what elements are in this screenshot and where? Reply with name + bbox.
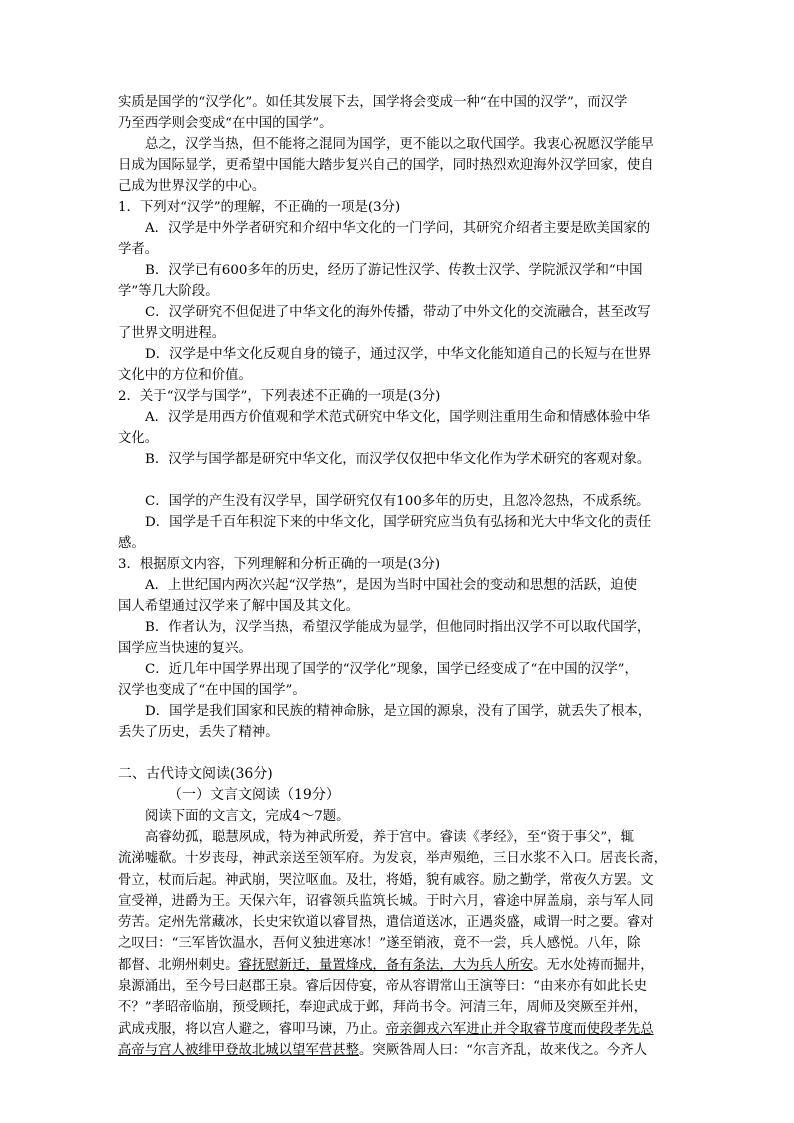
passage-line: 乃至西学则会变成“在中国的国学”。 [118,116,333,131]
subsection-title: （一）文言文阅读（19分） [168,787,340,803]
question-2-stem: 2．关于“汉学与国学”，下列表述不正确的一项是(3分) [118,389,441,404]
q3-option-b-cont: 国学应当快速的复兴。 [118,641,252,656]
classical-text-line [118,1040,678,1061]
text-span: 武成戎服，将以宫人避之，睿叩马谏，乃止。 [118,1021,386,1037]
passage-line: 总之，汉学当热，但不能将之混同为国学，更不能以之取代国学。我衷心祝愿汉学能早 [145,137,654,152]
passage-line: 日成为国际显学，更希望中国能大踏步复兴自己的国学，同时热烈欢迎海外汉学回家，使自 [118,158,654,173]
classical-text-line [118,955,678,976]
q1-option-b-cont: 学”等几大阶段。 [118,284,219,299]
classical-text-line: 流涕嘘欷。十岁丧母，神武亲送至领军府。为发哀，举声殒绝，三日水浆不入口。居丧长斋， [118,851,668,867]
q1-option-d-cont: 文化中的方位和价值。 [118,368,252,383]
underlined-sentence: 睿抚慰新迁，量置烽戍，备有条法，大为兵人所安 [238,957,534,973]
reading-instruction: 阅读下面的文言文，完成4～7题。 [145,809,350,824]
q1-option-c: C．汉学研究不但促进了中华文化的海外传播，带动了中外文化的交流融合，甚至改写 [145,305,651,320]
q1-option-a-cont: 学者。 [118,242,159,257]
q2-option-d-cont: 感。 [118,536,145,551]
q3-option-d: D．国学是我们国家和民族的精神命脉，是立国的源泉，没有了国学，就丢失了根本， [145,704,652,719]
passage-line: 实质是国学的“汉学化”。如任其发展下去，国学将会变成一种“在中国的汉学”，而汉学 [118,95,628,110]
passage-line: 己成为世界汉学的中心。 [118,179,266,194]
underlined-sentence: 高帝与宫人被绯甲登故北城以望军营甚整 [118,1042,360,1058]
q3-option-a: A．上世纪国内两次兴起“汉学热”，是因为当时中国社会的变动和思想的活跃，迫使 [145,578,638,593]
classical-text-line: 泉源涌出，至今号曰赵郡王泉。睿后因侍宴，帝从容谓常山王演等曰：“由来亦有如此长史 [118,979,648,995]
classical-text-line [118,1019,678,1040]
text-span: 。无水处祷而掘井， [533,957,654,973]
classical-text-line: 不？”孝昭帝临崩，预受顾托，奉迎武成于邺，拜尚书令。河清三年，周师及突厥至并州， [118,1000,648,1016]
q3-option-c-cont: 汉学也变成了“在中国的国学”。 [118,683,306,698]
q2-option-b: B．汉学与国学都是研究中华文化，而汉学仅仅把中华文化作为学术研究的客观对象。 [145,452,651,467]
classical-text-line: 宣受禅，进爵为王。天保六年，诏睿领兵监筑长城。于时六月，睿途中屏盖扇，亲与军人同 [118,893,654,909]
classical-text-line: 骨立，杖而后起。神武崩，哭泣呕血。及壮，将婚，貌有戚容。励之勤学，常夜久方罢。文 [118,872,654,888]
classical-text-line: 劳苦。定州先常藏冰，长史宋钦道以睿冒热，遣信道送冰，正遇炎盛，咸谓一时之要。睿对 [118,915,654,931]
q1-option-c-cont: 了世界文明进程。 [118,326,226,341]
q3-option-a-cont: 国人希望通过汉学来了解中国及其文化。 [118,599,360,614]
q3-option-c: C．近几年中国学界出现了国学的“汉学化”现象，国学已经变成了“在中国的汉学”， [145,662,638,677]
document-page [118,92,678,1061]
blank-line [118,470,678,491]
q1-option-b: B．汉学已有600多年的历史，经历了游记性汉学、传教士汉学、学院派汉学和“中国 [145,263,643,278]
question-3-stem: 3．根据原文内容，下列理解和分析正确的一项是(3分) [118,557,441,572]
question-1-stem: 1．下列对“汉学”的理解，不正确的一项是(3分) [118,200,401,215]
q2-option-a: A．汉学是用西方价值观和学术范式研究中华文化，国学则注重用生命和情感体验中华 [145,410,651,425]
text-span: 。突厥咎周人曰：“尔言齐乱，故来伐之。今齐人 [359,1042,648,1058]
blank-line [118,743,678,764]
q3-option-d-cont: 丢失了历史，丢失了精神。 [118,725,279,740]
q2-option-a-cont: 文化。 [118,431,159,446]
underlined-sentence: 帝亲御戎六军进止并令取睿节度而使段孝先总 [385,1021,654,1037]
q1-option-a: A．汉学是中外学者研究和介绍中华文化的一门学问，其研究介绍者主要是欧美国家的 [145,221,651,236]
classical-text-line: 高睿幼孤，聪慧夙成，特为神武所爱，养于宫中。睿读《孝经》，至“资于事父”，辄 [145,830,635,845]
section-title: 二、古代诗文阅读(36分) [118,766,273,782]
q3-option-b: B．作者认为，汉学当热，希望汉学能成为显学，但他同时指出汉学不可以取代国学， [145,620,651,635]
q2-option-d: D．国学是千百年积淀下来的中华文化，国学研究应当负有弘扬和光大中华文化的责任 [145,515,652,530]
q1-option-d: D．汉学是中华文化反观自身的镜子，通过汉学，中华文化能知道自己的长短与在世界 [145,347,652,362]
text-span: 都督、北朔州刺史。 [118,957,239,973]
q2-option-c: C．国学的产生没有汉学早，国学研究仅有100多年的历史，且忽冷忽热，不成系统。 [145,494,650,509]
classical-text-line: 之叹曰：“三军皆饮温水，吾何义独进寒冰！”遂至销液，竟不一尝，兵人感悦。八年，除 [118,936,641,952]
